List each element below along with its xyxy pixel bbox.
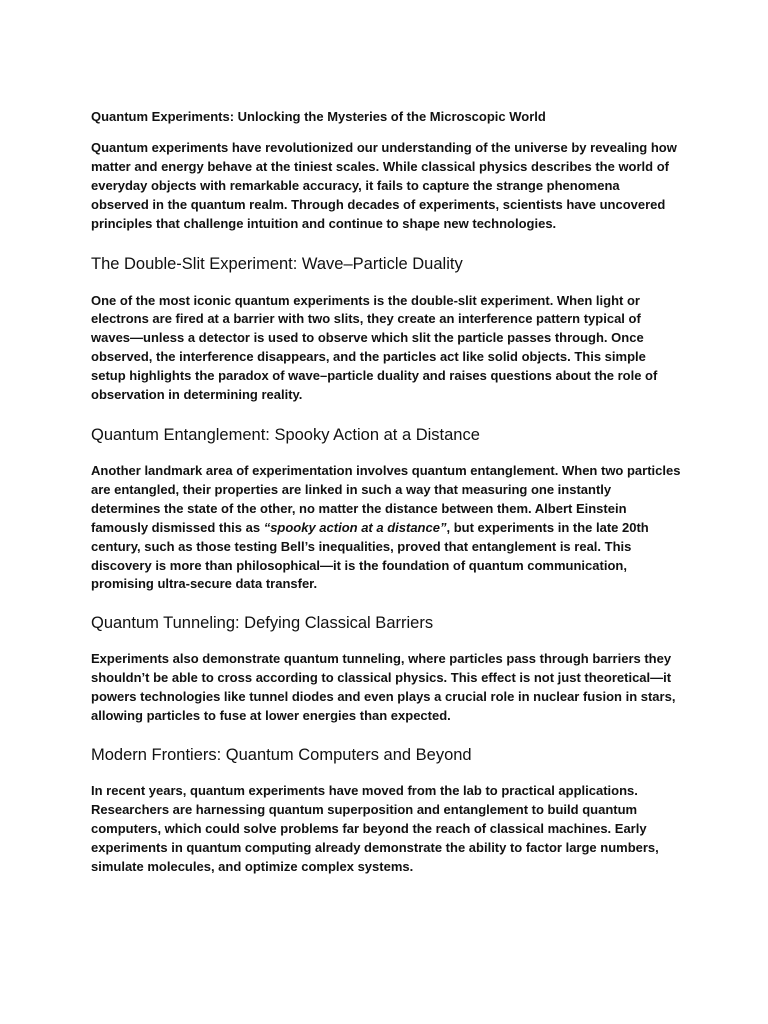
entanglement-text-after: , but experiments in the late 20th century, such as those testing Bell’s inequalities, proved that entanglement is real. This discovery is more than philosophical—it is the foundation of quantum communication, promising ultra-secure data transfer. <box>91 519 649 592</box>
spooky-action-quote: “spooky action at a distance” <box>263 519 447 535</box>
section-body-double-slit: One of the most iconic quantum experiments is the double-slit experiment. When light or electrons are fired at a barrier with two slits, they create an interference pattern typical of waves—unless a detector is used to observe which slit the particle passes through. Once observed, the interference disappears, and the particles act like solid objects. This simple setup highlights the paradox of wave–particle duality and raises questions about the role of observation in determining reality. <box>91 292 658 403</box>
section-heading-entanglement: Quantum Entanglement: Spooky Action at a Distance <box>91 425 480 444</box>
section-body-tunneling: Experiments also demonstrate quantum tunneling, where particles pass through barriers they shouldn’t be able to cross according to classical physics. This effect is not just theoretical—it powers technologies like tunnel diodes and even plays a crucial role in nuclear fusion in stars, allowing particles to fuse at lower energies than expected. <box>91 651 676 724</box>
section-body-entanglement <box>91 462 681 594</box>
section-heading-double-slit: The Double-Slit Experiment: Wave–Particle Duality <box>91 254 463 273</box>
section-heading-modern-frontiers: Modern Frontiers: Quantum Computers and Beyond <box>91 745 472 764</box>
section-body-modern-frontiers: In recent years, quantum experiments have moved from the lab to practical applications. Researchers are harnessing quantum superposition and entanglement to build quantum computers, which could solve problems far beyond the reach of classical machines. Early experiments in quantum computing already demonstrate the ability to factor large numbers, simulate molecules, and optimize complex systems. <box>91 782 659 874</box>
section-heading-tunneling: Quantum Tunneling: Defying Classical Barriers <box>91 614 434 633</box>
entanglement-text-before: Another landmark area of experimentation involves quantum entanglement. When two particles are entangled, their properties are linked in such a way that measuring one instantly determines the state of the other, no matter the distance between them. Albert Einstein famously dismissed this as <box>91 462 681 535</box>
document-title: Quantum Experiments: Unlocking the Mysteries of the Microscopic World <box>91 109 546 124</box>
intro-paragraph: Quantum experiments have revolutionized our understanding of the universe by revealing how matter and energy behave at the tiniest scales. While classical physics describes the world of everyday objects with remarkable accuracy, it fails to capture the strange phenomena observed in the quantum realm. Through decades of experiments, scientists have uncovered principles that challenge intuition and continue to shape new technologies. <box>91 140 677 231</box>
